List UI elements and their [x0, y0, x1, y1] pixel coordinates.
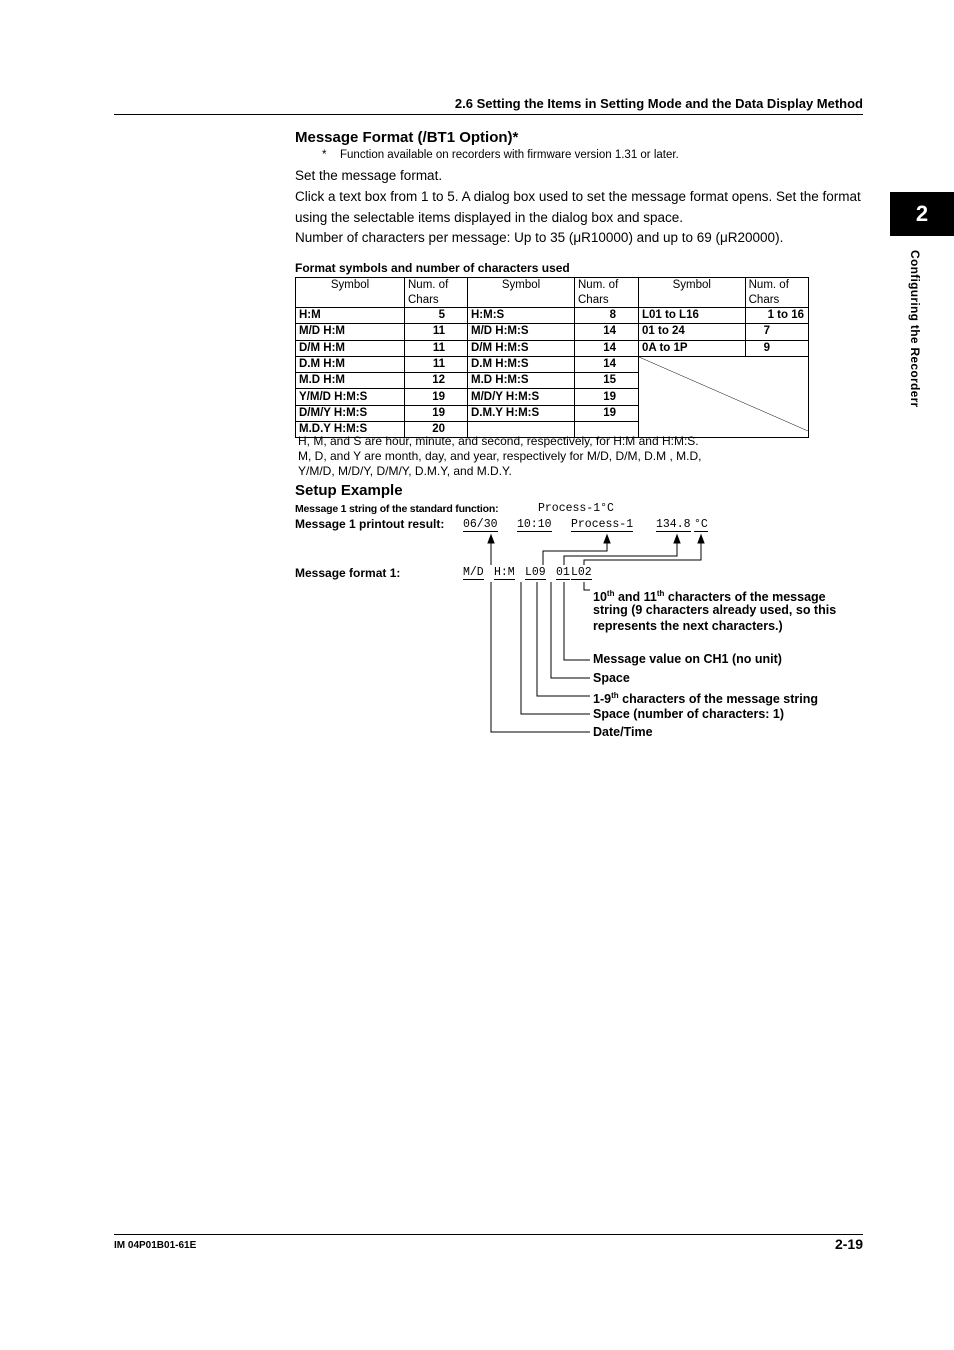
annotation-message-value: Message value on CH1 (no unit)	[593, 652, 782, 666]
msg1-string-label: Message 1 string of the standard function:	[295, 503, 499, 515]
annotation-10-11th: 10th and 11th characters of the message	[593, 589, 826, 605]
paragraph-3: Number of characters per message: Up to 35 (μR10000) and up to 69 (μR20000).	[295, 230, 784, 245]
symbol-cell: D.M H:M:S	[468, 356, 575, 372]
symbol-cell: M/D/Y H:M:S	[468, 389, 575, 405]
setup-example-heading: Setup Example	[295, 482, 403, 499]
format-l09: L09	[525, 566, 546, 579]
annotation-10-11th-line3: represents the next characters.)	[593, 619, 783, 633]
format-date: M/D	[463, 566, 484, 579]
symbol-cell: D/M H:M	[296, 340, 405, 356]
num-cell: 14	[575, 356, 639, 372]
symbol-cell: 0A to 1P	[639, 340, 746, 356]
symbol-cell: D.M.Y H:M:S	[468, 405, 575, 421]
num-cell: 8	[575, 308, 639, 324]
footer-rule	[114, 1234, 863, 1235]
num-cell: 14	[575, 324, 639, 340]
annotation-space: Space	[593, 671, 630, 685]
num-cell: 19	[575, 405, 639, 421]
num-cell: 9	[745, 340, 808, 356]
symbol-cell: H:M	[296, 308, 405, 324]
paragraph-2: Click a text box from 1 to 5. A dialog box used to set the message format opens. Set the format using the selectable items displayed in the dialog box and space.	[295, 189, 861, 225]
symbol-cell: D/M/Y H:M:S	[296, 405, 405, 421]
printout-time: 10:10	[517, 518, 552, 531]
num-cell: 11	[405, 324, 468, 340]
num-cell: 11	[405, 340, 468, 356]
symbol-cell: M/D H:M:S	[468, 324, 575, 340]
symbol-cell: M.D H:M	[296, 373, 405, 389]
printout-message: Process-1	[571, 518, 634, 531]
table-caption: Format symbols and number of characters used	[295, 261, 570, 275]
printout-label: Message 1 printout result:	[295, 517, 445, 531]
num-cell: 12	[405, 373, 468, 389]
header-symbol-2: Symbol	[468, 278, 575, 308]
symbol-cell: L01 to L16	[639, 308, 746, 324]
symbol-cell: Y/M/D H:M:S	[296, 389, 405, 405]
num-cell: 19	[575, 389, 639, 405]
header-symbol-3: Symbol	[639, 278, 746, 308]
header-symbol-1: Symbol	[296, 278, 405, 308]
table-note-2: M, D, and Y are month, day, and year, respectively for M/D, D/M, D.M , M.D,	[298, 449, 702, 463]
annotation-1-9th: 1-9th characters of the message string	[593, 691, 819, 707]
msg1-string-value: Process-1°C	[538, 502, 614, 515]
printout-date: 06/30	[463, 518, 498, 531]
table-note-3: Y/M/D, M/D/Y, D/M/Y, D.M.Y, and M.D.Y.	[298, 464, 512, 478]
format-ch: 01	[556, 566, 570, 579]
annotation-10-11th-line2: string (9 characters already used, so this	[593, 603, 837, 617]
printout-unit: °C	[694, 518, 708, 531]
format-label: Message format 1:	[295, 566, 401, 580]
num-cell: 14	[575, 340, 639, 356]
symbol-cell: 01 to 24	[639, 324, 746, 340]
num-cell: 15	[575, 373, 639, 389]
doc-id: IM 04P01B01-61E	[114, 1240, 197, 1251]
header-num-3: Num. of Chars	[745, 278, 808, 308]
message-format-heading: Message Format (/BT1 Option)*	[295, 129, 519, 146]
annotation-date-time: Date/Time	[593, 725, 653, 739]
chapter-tab: 2	[890, 192, 954, 236]
num-cell: 7	[745, 324, 808, 340]
annotation-space-1: Space (number of characters: 1)	[593, 707, 785, 721]
table-note-1: H, M, and S are hour, minute, and second, respectively, for H:M and H:M:S.	[298, 434, 699, 448]
symbol-cell: H:M:S	[468, 308, 575, 324]
num-cell: 20	[405, 422, 468, 438]
header-num-2: Num. of Chars	[575, 278, 639, 308]
format-time: H:M	[494, 566, 515, 579]
num-cell: 19	[405, 405, 468, 421]
symbol-cell: M.D H:M:S	[468, 373, 575, 389]
section-header: 2.6 Setting the Items in Setting Mode and the Data Display Method	[454, 96, 863, 111]
symbol-cell: D.M H:M	[296, 356, 405, 372]
page-number: 2-19	[834, 1236, 863, 1252]
chapter-title: Configuring the Recorderr	[908, 250, 922, 408]
num-cell: 19	[405, 389, 468, 405]
num-cell: 1 to 16	[745, 308, 808, 324]
footnote-mark: *	[322, 149, 327, 161]
symbol-cell: M/D H:M	[296, 324, 405, 340]
num-cell: 11	[405, 356, 468, 372]
paragraph-1: Set the message format.	[295, 168, 443, 183]
format-l02: L02	[571, 566, 592, 579]
symbol-cell: D/M H:M:S	[468, 340, 575, 356]
printout-value: 134.8	[656, 518, 691, 531]
footnote: Function available on recorders with firmware version 1.31 or later.	[340, 149, 679, 161]
num-cell: 5	[405, 308, 468, 324]
header-num-1: Num. of Chars	[405, 278, 468, 308]
symbol-cell: M.D.Y H:M:S	[296, 422, 405, 438]
